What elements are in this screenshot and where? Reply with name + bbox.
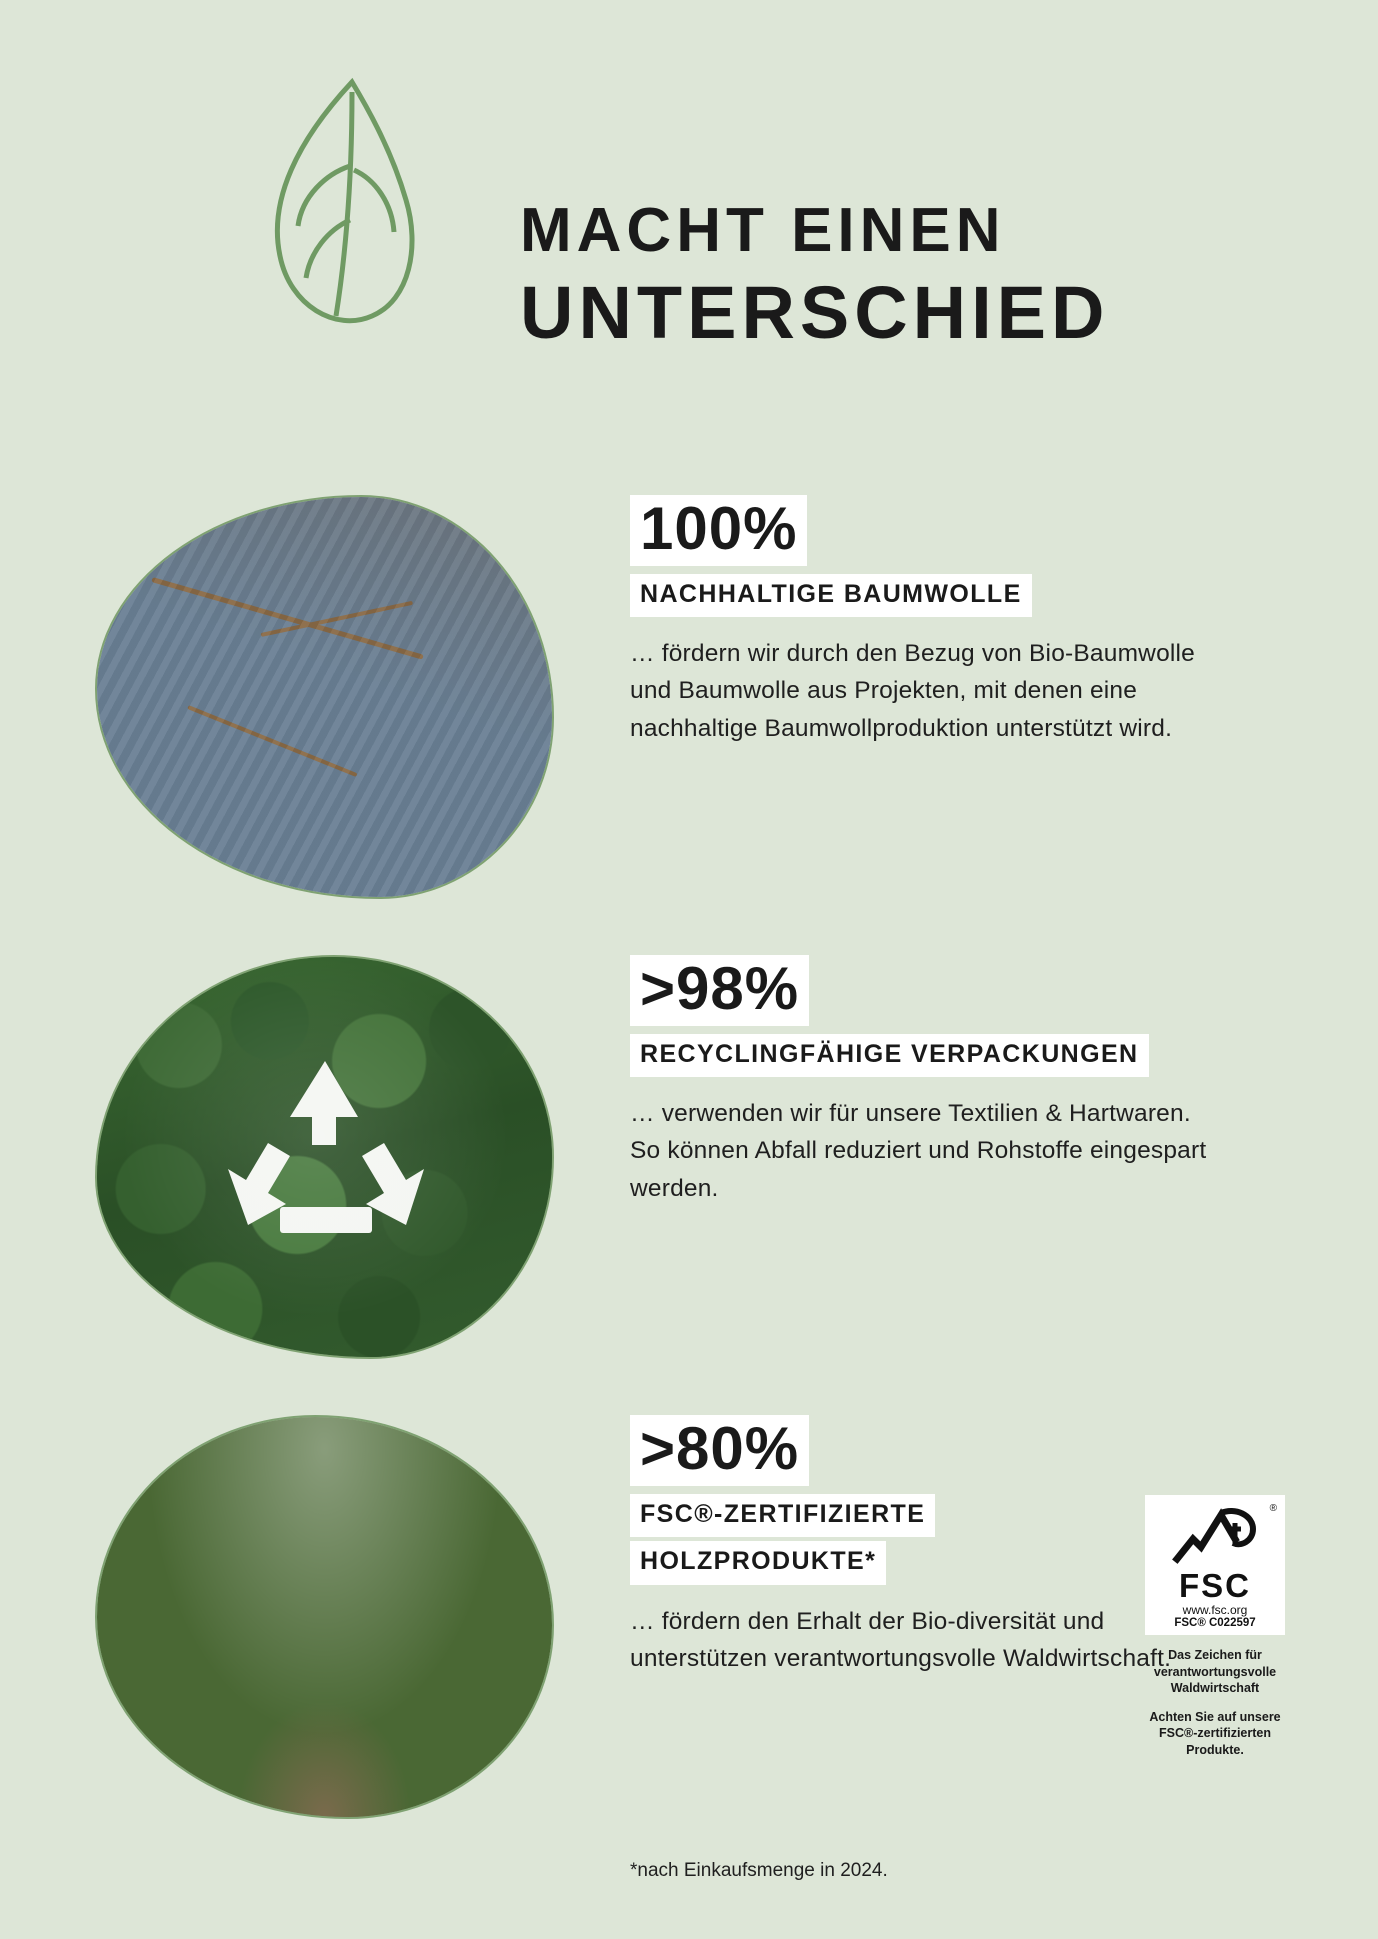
fsc-caption2-line-2: FSC®-zertifizierten	[1159, 1726, 1271, 1740]
footnote: *nach Einkaufsmenge in 2024.	[630, 1860, 888, 1881]
stat-description: … fördern wir durch den Bezug von Bio-Baumwolle und Baumwolle aus Projekten, mit denen eine nachhaltige Baumwollproduktion unterstützt wird.	[630, 640, 1196, 742]
page-header	[0, 70, 1378, 370]
fsc-caption-line-2: verantwortungsvolle	[1153, 1664, 1277, 1679]
forest-path-surface	[97, 1417, 552, 1817]
fsc-license-code: FSC® C022597	[1174, 1617, 1256, 1629]
fsc-caption2-line-1: Achten Sie auf unsere	[1149, 1709, 1281, 1724]
cotton-branch-photo	[95, 495, 554, 899]
stat-subtitle-line-2: HOLZPRODUKTE*	[630, 1541, 886, 1584]
fsc-caption-line-3: Waldwirtschaft	[1170, 1681, 1260, 1695]
stat-subtitle: NACHHALTIGE BAUMWOLLE	[630, 574, 1032, 617]
fsc-caption	[1140, 1647, 1290, 1697]
forest-aerial-surface	[97, 957, 552, 1357]
stat-subtitle: FSC®-ZERTIFIZIERTE	[630, 1494, 935, 1537]
page-title-line-2: UNTERSCHIED	[520, 271, 1110, 354]
leaf-icon	[240, 70, 460, 350]
stat-description: … fördern den Erhalt der Bio-diversität und unterstützen verantwortungsvolle Waldwirtschaft.	[630, 1607, 1172, 1672]
fsc-caption2-line-3: Produkte.	[1186, 1742, 1244, 1757]
fsc-caption-secondary	[1140, 1709, 1290, 1759]
fsc-url: www.fsc.org	[1182, 1603, 1248, 1617]
stat-subtitle: RECYCLINGFÄHIGE VERPACKUNGEN	[630, 1034, 1149, 1077]
stat-value: 100%	[630, 495, 807, 566]
fsc-logo-box	[1145, 1495, 1285, 1635]
fsc-tree-checkmark-icon	[1169, 1505, 1261, 1567]
fsc-caption-line-1: Das Zeichen für	[1168, 1648, 1262, 1662]
cotton-text-column	[630, 495, 1320, 771]
packaging-text-column	[630, 955, 1320, 1231]
page-title-line-1: MACHT EINEN	[520, 196, 1006, 265]
forest-aerial-photo	[95, 955, 554, 1359]
cotton-photo-surface	[97, 497, 552, 897]
fsc-registered-mark: ®	[1269, 1503, 1277, 1514]
forest-path-photo	[95, 1415, 554, 1819]
fsc-badge	[1140, 1495, 1290, 1758]
fsc-letters: FSC	[1179, 1567, 1251, 1604]
page-title	[520, 196, 1110, 354]
stat-description: … verwenden wir für unsere Textilien & Hartwaren. So können Abfall reduziert und Rohstoffe eingespart werden.	[630, 1100, 1207, 1202]
stat-value: >80%	[630, 1415, 809, 1486]
stat-value: >98%	[630, 955, 809, 1026]
recycle-icon	[220, 1049, 430, 1249]
